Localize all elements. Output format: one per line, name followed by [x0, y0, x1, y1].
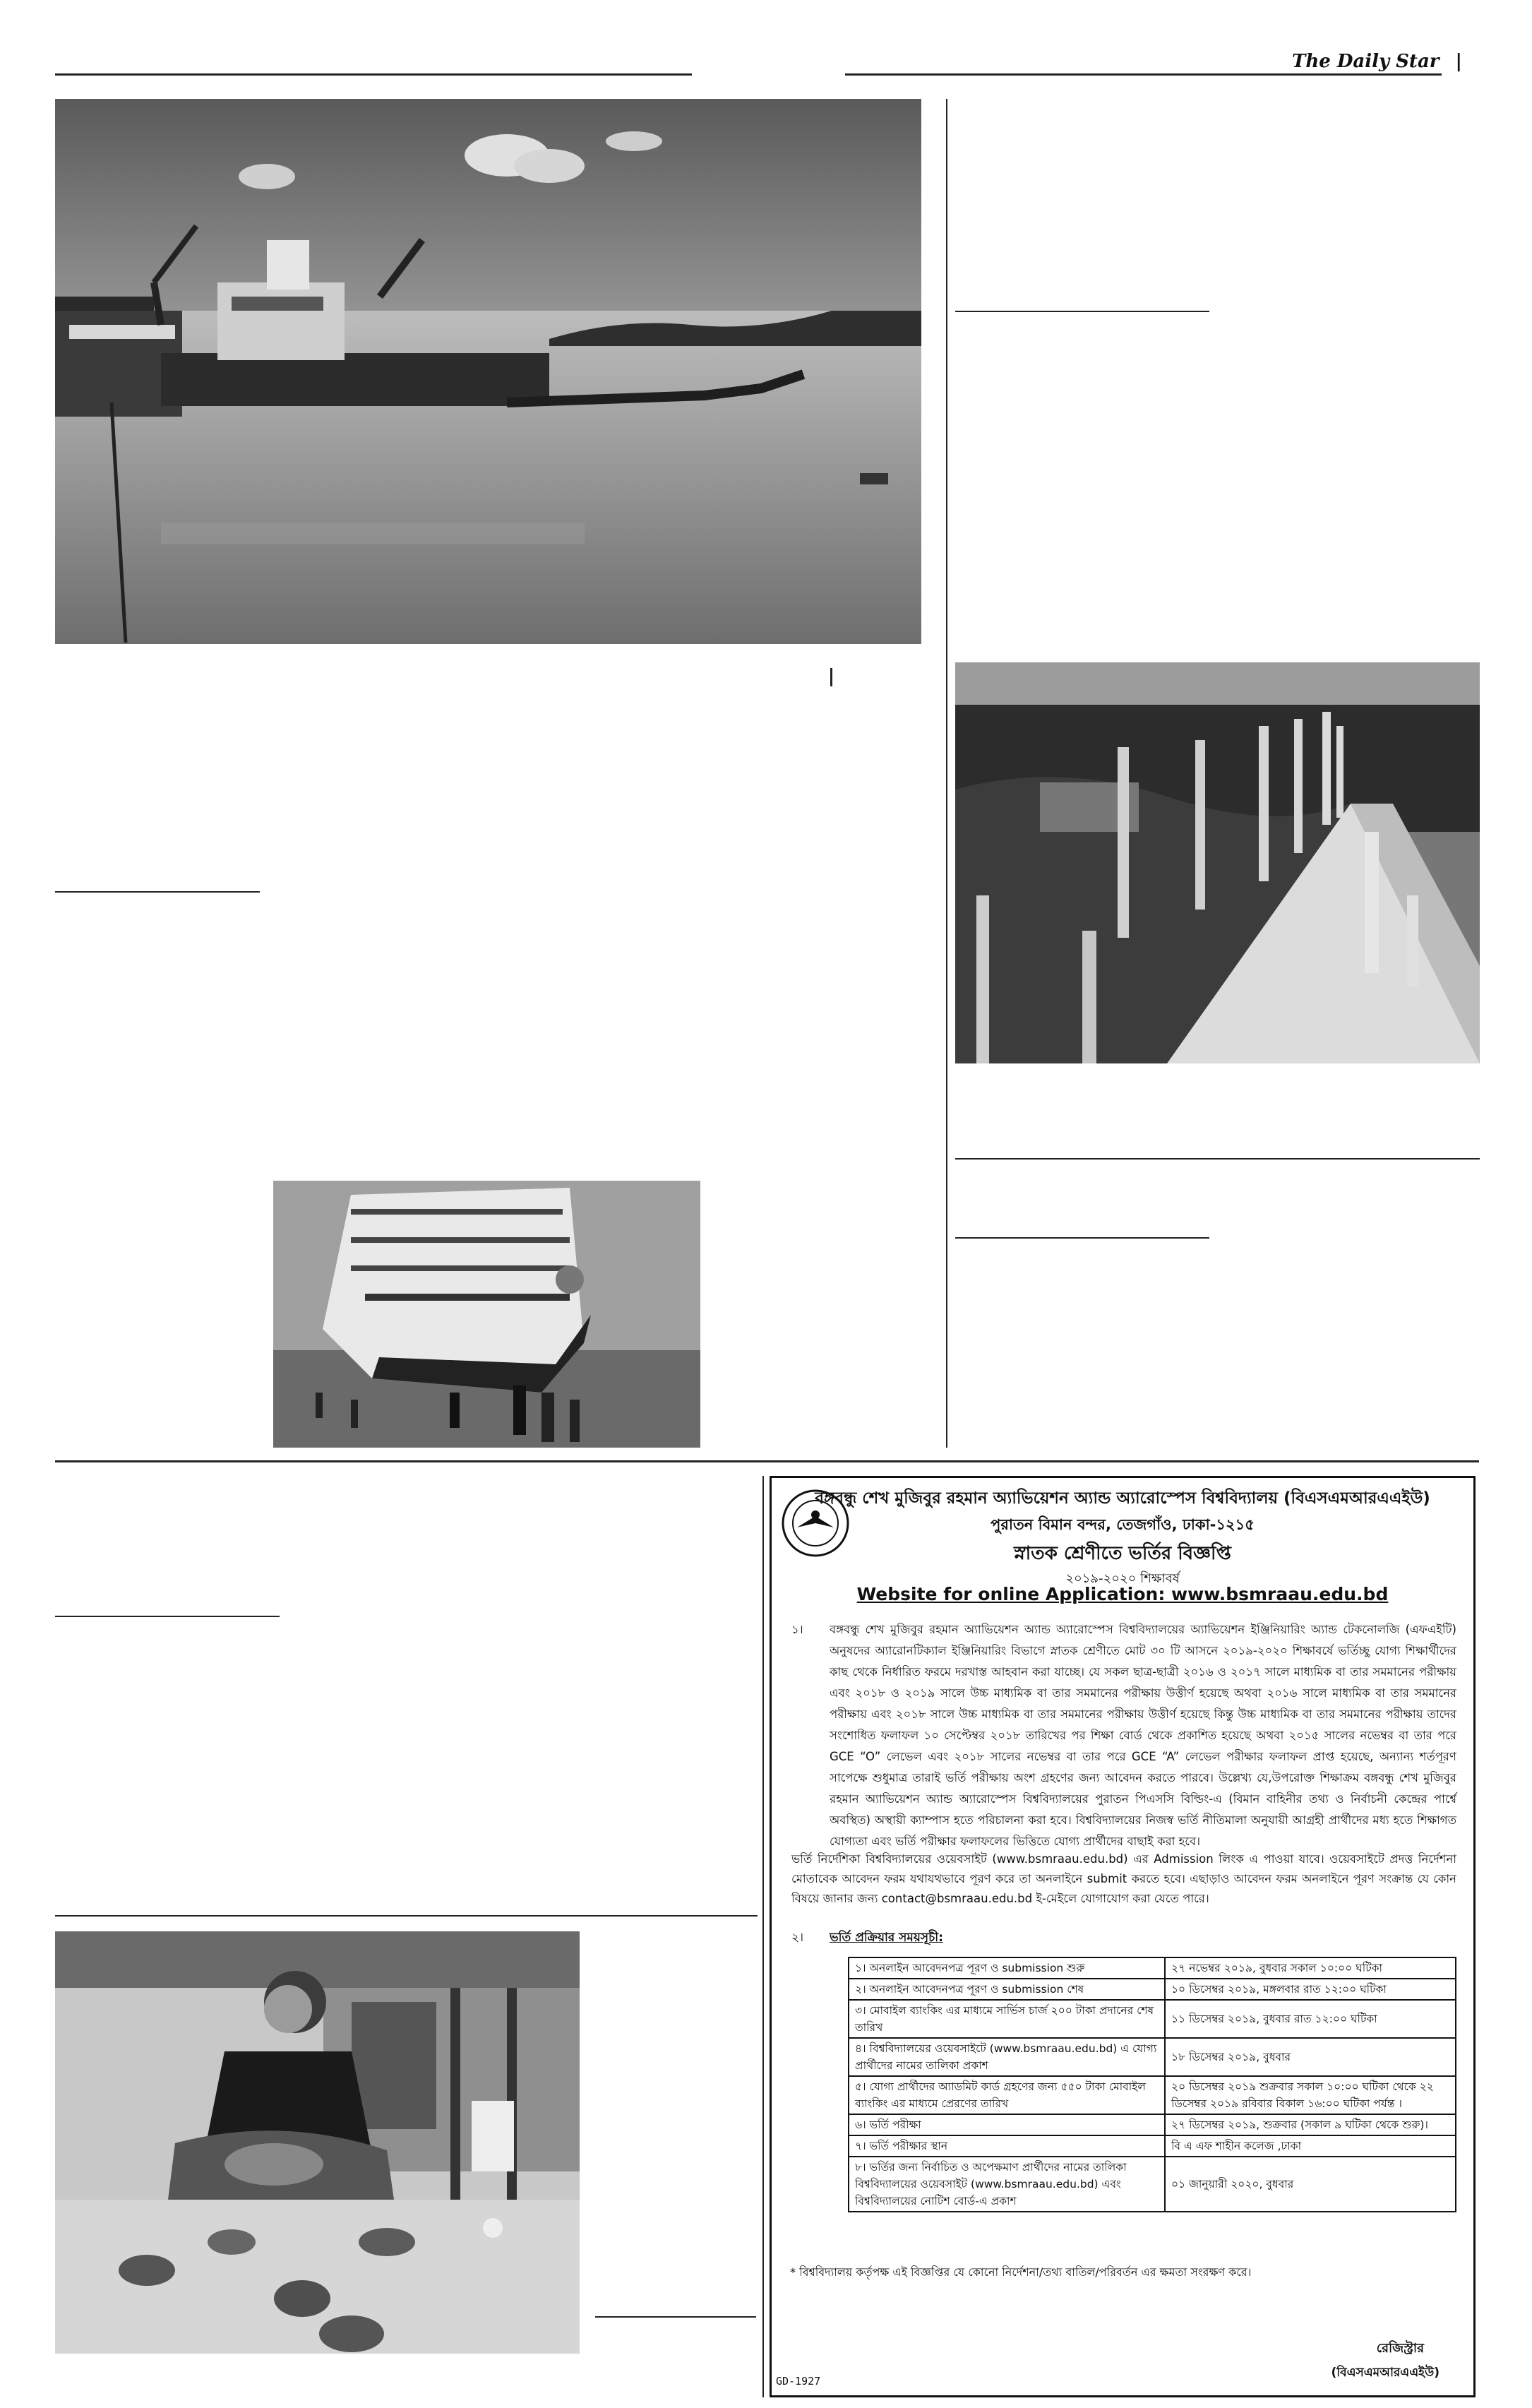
photo-stranded-launch: [273, 1181, 700, 1448]
schedule-step: ৬। ভর্তি পরীক্ষা: [849, 2114, 1165, 2135]
schedule-date: ২৭ নভেম্বর ২০১৯, বুধবার সকাল ১০:০০ ঘটিকা: [1165, 1957, 1456, 1979]
photo-man-with-kittens: [55, 1931, 580, 2354]
headline-rule: [955, 1158, 1480, 1160]
table-row: [849, 1979, 1456, 2000]
headline-rule: [55, 1616, 280, 1617]
photo-dredger-river: [55, 99, 921, 644]
schedule-step: ২। অনলাইন আবেদনপত্র পূরণ ও submission শেষ: [849, 1979, 1165, 2000]
registrar-organization: (বিএসএমআরএএইউ): [1331, 2366, 1440, 2380]
paragraph-number: ১।: [791, 1623, 803, 1636]
schedule-step: ৪। বিশ্ববিদ্যালয়ের ওয়েবসাইটে (www.bsmraau.edu.bd) এ যোগ্য প্রার্থীদের নামের তালিকা প্রকাশ: [849, 2038, 1165, 2076]
section-divider: [55, 1460, 1479, 1462]
schedule-date: বি এ এফ শাহীন কলেজ ,ঢাকা: [1165, 2135, 1456, 2157]
university-name: বঙ্গবন্ধু শেখ মুজিবুর রহমান অ্যাভিয়েশন অ্যান্ড অ্যারোস্পেস বিশ্ববিদ্যালয় (বিএসএমআরএএইউ): [815, 1489, 1430, 1508]
schedule-step: ১। অনলাইন আবেদনপত্র পূরণ ও submission শুরু: [849, 1957, 1165, 1979]
admission-advertisement: [770, 1476, 1476, 2397]
application-instructions: ভর্তি নির্দেশিকা বিশ্ববিদ্যালয়ের ওয়েবসাইট (www.bsmraau.edu.bd) এর Admission লিংক এ পাওয়া যাবে। ওয়েবসাইটে প্রদত্ত নির্দেশনা মোতাবেক আবেদন ফরম যথাযথভাবে পূরণ করে তা অনলাইনে submit করতে হবে। এছাড়াও আবেদন ফরম অনলাইনে পূরণ সংক্রান্ত যে কোন বিষয়ে জানার জন্য contact@bsmraau.edu.bd ই-মেইলে যোগাযোগ করা যেতে পারে।: [791, 1852, 1456, 1905]
top-rule-right: [845, 73, 1442, 76]
table-row: [849, 2157, 1456, 2212]
schedule-step: ৮। ভর্তির জন্য নির্বাচিত ও অপেক্ষমাণ প্রার্থীদের নামের তালিকা বিশ্ববিদ্যালয়ের ওয়েবসাইট (www.bsmraau.edu.bd) এবং বিশ্ববিদ্যালয়ের নোটিশ বোর্ড-এ প্রকাশ: [849, 2157, 1165, 2212]
headline-rule: [955, 311, 1209, 312]
university-address: পুরাতন বিমান বন্দর, তেজগাঁও, ঢাকা-১২১৫: [991, 1516, 1255, 1533]
bottom-column-divider: [762, 1476, 764, 2397]
schedule-step: ৭। ভর্তি পরীক্ষার স্থান: [849, 2135, 1165, 2157]
table-row: [849, 2038, 1456, 2076]
ad-code: GD-1927: [776, 2375, 821, 2388]
masthead-logo: The Daily Star: [1292, 51, 1440, 72]
column-divider: [946, 99, 947, 1448]
table-row: [849, 2114, 1456, 2135]
table-row: [849, 1957, 1456, 1979]
headline-rule: [55, 891, 260, 893]
schedule-label: ভর্তি প্রক্রিয়ার সময়সূচী:: [830, 1931, 943, 1945]
authority-note: * বিশ্ববিদ্যালয় কর্তৃপক্ষ এই বিজ্ঞপ্তির যে কোনো নির্দেশনা/তথ্য বাতিল/পরিবর্তন এর ক্ষমতা সংরক্ষণ করে।: [790, 2265, 1252, 2279]
schedule-date: ১১ ডিসেম্বর ২০১৯, বুধবার রাত ১২:০০ ঘটিকা: [1165, 2000, 1456, 2038]
table-row: [849, 2135, 1456, 2157]
eligibility-text: বঙ্গবন্ধু শেখ মুজিবুর রহমান অ্যাভিয়েশন অ্যান্ড অ্যারোস্পেস বিশ্ববিদ্যালয়ের অ্যাভিয়েশন ইঞ্জিনিয়ারিং অ্যান্ড টেকনোলজি (এফএইটি) অনুষদের অ্যারোনটিক্যাল ইঞ্জিনিয়ারিং বিভাগে স্নাতক শ্রেণীতে মোট ৩০ টি আসনে ২০১৯-২০২০ শিক্ষাবর্ষে ভর্তিচ্ছু যোগ্য শিক্ষার্থীদের কাছ থেকে নির্ধারিত ফরমে দরখাস্ত আহবান করা যাচ্ছে। যে সকল ছাত্র-ছাত্রী ২০১৬ ও ২০১৭ সালে মাধ্যমিক বা তার সমমানের পরীক্ষায় এবং ২০১৮ ও ২০১৯ সালে উচ্চ মাধ্যমিক বা তার সমমানের পরীক্ষায় উত্তীর্ণ হয়েছে অথবা ২০১৬ সালে মাধ্যমিক বা তার সমমানের পরীক্ষায় এবং ২০১৮ সালে উচ্চ মাধ্যমিক বা তার সমমানের পরীক্ষায় উত্তীর্ণ হয়েছে কিন্তু উচ্চ মাধ্যমিক বা তার সমমানের পরীক্ষায় তাদের সংশোধিত ফলাফল ১০ সেপ্টেম্বর ২০১৮ তারিখের পর শিক্ষা বোর্ড থেকে প্রকাশিত হয়েছে অথবা ২০১৫ সালের নভেম্বর বা তার পরে GCE “O” লেভেল এবং ২০১৮ সালের নভেম্বর বা তার পরে GCE “A” লেভেল পরীক্ষার ফলাফল প্রাপ্ত হয়েছে, অন্যান্য শর্তপূরণ সাপেক্ষে শুধুমাত্র তারাই ভর্তি পরীক্ষায় অংশ গ্রহণের জন্য আবেদন করতে পারবে। উল্লেখ্য যে,উপরোক্ত শিক্ষাক্রম বঙ্গবন্ধু শেখ মুজিবুর রহমান অ্যাভিয়েশন অ্যান্ড অ্যারোস্পেস বিশ্ববিদ্যালয়ের পুরাতন পিএসসি বিল্ডিং-এ (বিমান বাহিনীর তথ্য ও নির্বাচনী কেন্দ্রের পার্শ্বে অবস্থিত) অস্থায়ী ক্যাম্পাস হতে পরিচালনা করা হবে। বিশ্ববিদ্যালয়ের নিজস্ব ভর্তি নীতিমালা অনুযায়ী আগ্রহী প্রার্থীদের মধ্য হতে শিক্ষাগত যোগ্যতা এবং ভর্তি পরীক্ষার ফলাফলের ভিত্তিতে যোগ্য প্রার্থীদের বাছাই করা হবে।: [830, 1623, 1456, 1848]
text-cursor-mark: [830, 668, 832, 686]
section-number: ২।: [791, 1931, 804, 1945]
academic-session: ২০১৯-২০২০ শিক্ষাবর্ষ: [1065, 1571, 1180, 1586]
schedule-step: ৩। মোবাইল ব্যাংকিং এর মাধ্যমে সার্ভিস চার্জ ২০০ টাকা প্রদানের শেষ তারিখ: [849, 2000, 1165, 2038]
notice-heading: স্নাতক শ্রেণীতে ভর্তির বিজ্ঞপ্তি: [1014, 1543, 1231, 1564]
schedule-heading: [791, 1929, 943, 1948]
top-rule-left: [55, 73, 692, 76]
headline-rule: [595, 2316, 756, 2318]
registrar-title: রেজিস্ট্রার: [1376, 2341, 1424, 2356]
application-website: Website for online Application: www.bsmraau.edu.bd: [856, 1584, 1389, 1604]
schedule-date: ১০ ডিসেম্বর ২০১৯, মঙ্গলবার রাত ১২:০০ ঘটিকা: [1165, 1979, 1456, 2000]
admission-schedule-table: [848, 1957, 1456, 2212]
masthead-separator: |: [1455, 51, 1463, 72]
table-row: [849, 2000, 1456, 2038]
schedule-date: ২৭ ডিসেম্বর ২০১৯, শুক্রবার (সকাল ৯ ঘটিকা থেকে শুরু)।: [1165, 2114, 1456, 2135]
schedule-date: ২০ ডিসেম্বর ২০১৯ শুক্রবার সকাল ১০:০০ ঘটিকা থেকে ২২ ডিসেম্বর ২০১৯ রবিবার বিকাল ১৬:০০ ঘটিকা পর্যন্ত ।: [1165, 2076, 1456, 2114]
schedule-date: ০১ জানুয়ারী ২০২০, বুধবার: [1165, 2157, 1456, 2212]
headline-rule: [55, 1915, 758, 1917]
schedule-date: ১৮ ডিসেম্বর ২০১৯, বুধবার: [1165, 2038, 1456, 2076]
photo-embankment-poles: [955, 662, 1480, 1063]
table-row: [849, 2076, 1456, 2114]
schedule-step: ৫। যোগ্য প্রার্থীদের অ্যাডমিট কার্ড গ্রহণের জন্য ৫৫০ টাকা মোবাইল ব্যাংকিং এর মাধ্যমে প্রেরণের তারিখ: [849, 2076, 1165, 2114]
eligibility-paragraph: [791, 1619, 1456, 1852]
headline-rule: [955, 1237, 1209, 1239]
